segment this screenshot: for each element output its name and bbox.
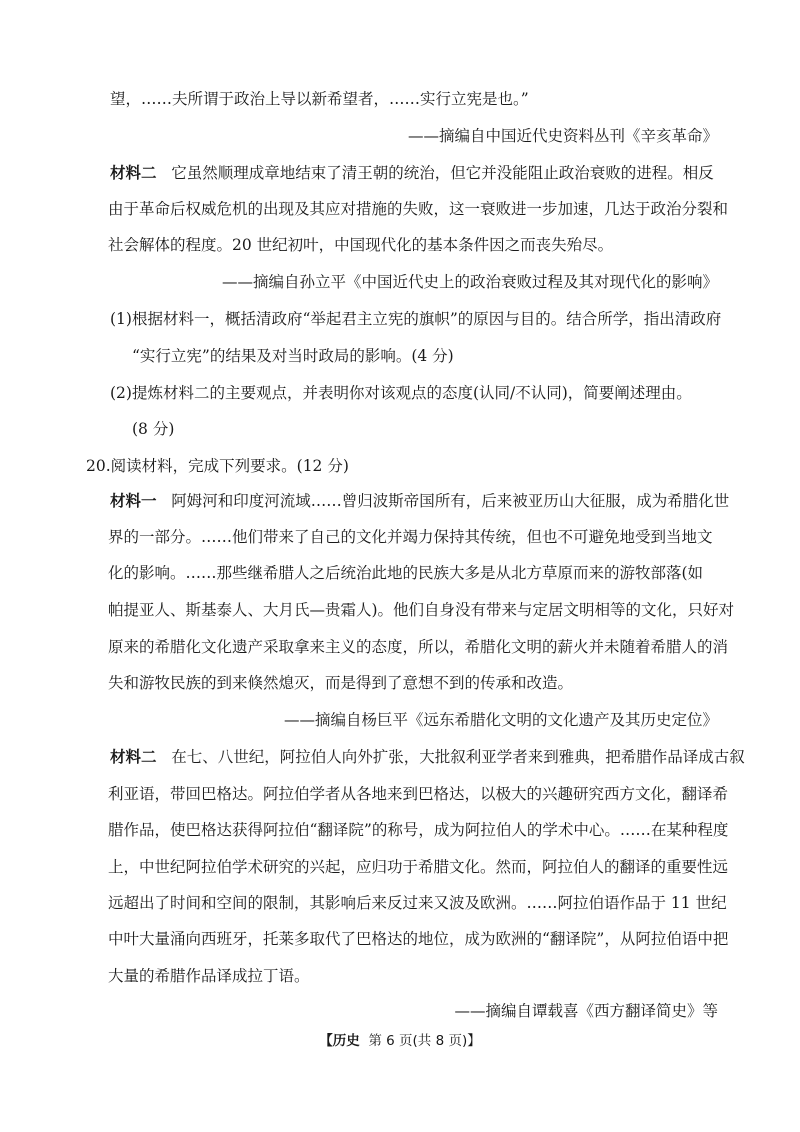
text-line: 大量的希腊作品译成拉丁语。 [108,967,310,985]
text-line: 帕提亚人、斯基泰人、大月氏—贵霜人)。他们自身没有带来与定居文明相等的文化，只好对 [108,601,735,619]
source-citation: ——摘编自中国近代史资料丛刊《辛亥革命》 [407,127,718,145]
material-paragraph [110,491,729,511]
material-label: 材料一 [110,491,157,510]
material-paragraph [110,747,745,767]
question-2-cont: (8 分) [132,420,175,438]
question-1-cont: “实行立宪”的结果及对当时政局的影响。(4 分) [132,347,454,365]
question-20-heading: 20.阅读材料，完成下列要求。(12 分) [86,457,349,475]
text-line: 失和游牧民族的到来倏然熄灭，而是得到了意想不到的传承和改造。 [108,674,574,692]
material-label: 材料二 [110,163,157,182]
source-citation: ——摘编自杨巨平《远东希腊化文明的文化遗产及其历史定位》 [283,711,718,729]
text-line: 望，……夫所谓于政治上导以新希望者，……实行立宪是也。” [110,90,529,108]
text-line: 它虽然顺理成章地结束了清王朝的统治，但它并没能阻止政治衰败的进程。相反 [171,164,714,182]
source-citation: ——摘编自谭载喜《西方翻译简史》等 [454,1002,718,1020]
text-line: 社会解体的程度。20 世纪初叶，中国现代化的基本条件因之而丧失殆尽。 [108,236,614,254]
source-citation: ——摘编自孙立平《中国近代史上的政治衰败过程及其对现代化的影响》 [221,273,718,291]
text-line: 界的一部分。……他们带来了自己的文化并竭力保持其传统，但也不可避免地受到当地文 [108,528,713,546]
footer-subject: 【历史 [319,1033,360,1049]
text-line: 由于革命后权威危机的出现及其应对措施的失败，这一衰败进一步加速，几达于政治分裂和 [108,200,729,218]
material-paragraph [110,163,714,183]
question-1: (1)根据材料一，概括清政府“举起君主立宪的旗帜”的原因与目的。结合所学，指出清政府 [110,310,722,328]
text-line: 在七、八世纪，阿拉伯人向外扩张，大批叙利亚学者来到雅典，把希腊作品译成古叙 [171,748,745,766]
material-label: 材料二 [110,747,157,766]
page-footer [0,1029,800,1049]
text-line: 腊作品，使巴格达获得阿拉伯“翻译院”的称号，成为阿拉伯人的学术中心。……在某种程度 [108,821,729,839]
footer-page-number: 第 6 页(共 8 页)】 [368,1033,481,1049]
question-2: (2)提炼材料二的主要观点，并表明你对该观点的态度(认同/不认同)，简要阐述理由。 [110,384,692,402]
text-line: 原来的希腊化文化遗产采取拿来主义的态度，所以，希腊化文明的薪火并未随着希腊人的消 [108,638,729,656]
text-line: 化的影响。……那些继希腊人之后统治此地的民族大多是从北方草原而来的游牧部落(如 [108,564,704,582]
text-line: 中叶大量涌向西班牙，托莱多取代了巴格达的地位，成为欧洲的“翻译院”，从阿拉伯语中把 [108,930,729,948]
text-line: 阿姆河和印度河流域……曾归波斯帝国所有，后来被亚历山大征服，成为希腊化世 [171,492,730,510]
text-line: 上，中世纪阿拉伯学术研究的兴起，应归功于希腊文化。然而，阿拉伯人的翻译的重要性远 [108,858,729,876]
text-line: 利亚语，带回巴格达。阿拉伯学者从各地来到巴格达，以极大的兴趣研究西方文化，翻译希 [108,785,729,803]
text-line: 远超出了时间和空间的限制，其影响后来反过来又波及欧洲。……阿拉伯语作品于 11 世纪 [108,894,727,912]
